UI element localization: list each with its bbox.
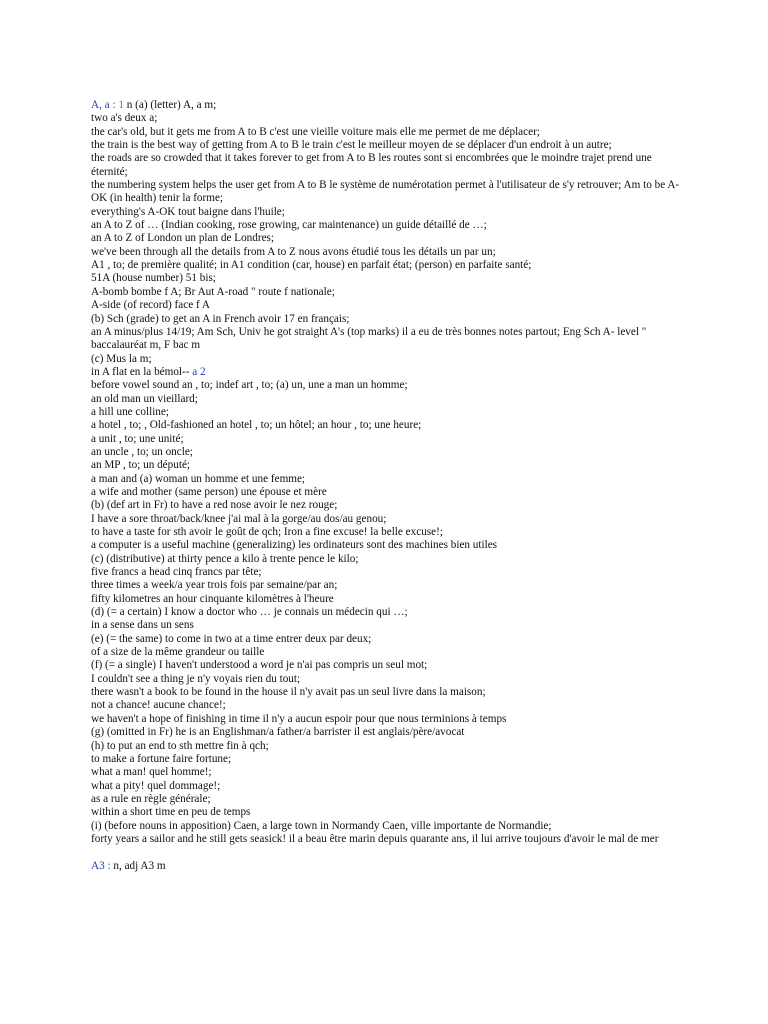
entry-line: an uncle , to; un oncle; (91, 445, 193, 458)
entry-line: a wife and mother (same person) une épouse et mère (91, 485, 327, 498)
entry-line: what a man! quel homme!; (91, 766, 212, 779)
headword-separator: : (109, 99, 119, 111)
entry-line: in a sense dans un sens (91, 619, 194, 632)
sense2-prefix: in A flat en la bémol-- (91, 365, 193, 378)
entry-line: (g) (omitted in Fr) he is an Englishman/a father/a barrister il est anglais/père/avocat (91, 726, 465, 739)
entry-definition: n (a) (letter) A, a m; (123, 99, 217, 111)
entry-line: A1 , to; de première qualité; in A1 condition (car, house) en parfait état; (person) en parfaite santé; (91, 259, 532, 272)
entry-line: an old man un vieillard; (91, 392, 198, 405)
entry-line: to have a taste for sth avoir le goût de qch; Iron a fine excuse! la belle excuse!; (91, 526, 443, 538)
entry-line: two a's deux a; (91, 112, 158, 125)
entry-line: forty years a sailor and he still gets seasick! il a beau être marin depuis quarante ans, il lui arrive toujours d'avoir le mal de mer (91, 832, 659, 845)
entry-line: the roads are so crowded that it takes forever to get from A to B les routes sont si encombrées que le moindre trajet prend une éternité; (91, 152, 652, 178)
entry-line: (c) Mus la m; (91, 352, 152, 365)
entry-line: a computer is a useful machine (generalizing) les ordinateurs sont des machines bien utiles (91, 539, 498, 552)
entry-a2-body (91, 379, 691, 846)
entry-line: (e) (= the same) to come in two at a time entrer deux par deux; (91, 632, 372, 645)
entry-line: the numbering system helps the user get from A to B le système de numérotation permet à l'utilisateur de s'y retrouver; Am to be A-OK (in health) tenir la forme; (91, 179, 680, 205)
entry-line: (b) (def art in Fr) to have a red nose avoir le nez rouge; (91, 499, 338, 512)
entry-line: (c) (distributive) at thirty pence a kilo à trente pence le kilo; (91, 552, 359, 565)
entry-line: the train is the best way of getting from A to B le train c'est le meilleur moyen de se déplacer d'un endroit à un autre; (91, 139, 612, 152)
entry-definition: n, adj A3 m (113, 860, 166, 873)
entry-line: we haven't a hope of finishing in time il n'y a aucun espoir pour que nous terminions à temps (91, 712, 507, 725)
entry-line: 51A (house number) 51 bis; (91, 272, 216, 285)
entry-line: an A minus/plus 14/19; Am Sch, Univ he got straight A's (top marks) il a eu de très bonnes notes partout; Eng Sch A- level " baccalauréat m, F bac m (91, 325, 647, 352)
entry-line: a hotel , to; , Old-fashioned an hotel , to; un hôtel; an hour , to; une heure; (91, 419, 422, 432)
entry-line: (i) (before nouns in apposition) Caen, a large town in Normandy Caen, ville importante de Normandie; (91, 819, 552, 832)
entry-a-body (91, 112, 691, 366)
headword-link[interactable]: A, a (91, 99, 110, 111)
entry-line: everything's A-OK tout baigne dans l'huile; (91, 205, 285, 218)
entry-line: to make a fortune faire fortune; (91, 752, 232, 765)
entry-line: an A to Z of … (Indian cooking, rose growing, car maintenance) un guide détaillé de …; (91, 219, 487, 232)
sense2-line (91, 366, 691, 379)
sense2-link[interactable]: a 2 (192, 365, 206, 378)
entry-line: A-side (of record) face f A (91, 299, 210, 312)
dictionary-page (91, 99, 691, 874)
headword-separator: : (104, 860, 114, 873)
entry-line: (b) Sch (grade) to get an A in French avoir 17 en français; (91, 312, 350, 325)
entry-line: the car's old, but it gets me from A to B c'est une vieille voiture mais elle me permet de me déplacer; (91, 125, 540, 138)
entry-line: A-bomb bombe f A; Br Aut A-road " route f nationale; (91, 285, 335, 298)
entry-line: (h) to put an end to sth mettre fin à qch; (91, 739, 269, 752)
entry-line: a hill une colline; (91, 405, 169, 418)
entry-line: there wasn't a book to be found in the house il n'y avait pas un seul livre dans la maison; (91, 686, 486, 699)
entry-a3-header (91, 860, 691, 873)
entry-line: an MP , to; un député; (91, 459, 191, 472)
entry-line: three times a week/a year trois fois par semaine/par an; (91, 579, 338, 592)
entry-gap (91, 846, 691, 860)
entry-line: fifty kilometres an hour cinquante kilomètres à l'heure (91, 592, 334, 605)
entry-line: five francs a head cinq francs par tête; (91, 566, 262, 579)
entry-line: a unit , to; une unité; (91, 432, 184, 445)
entry-line: an A to Z of London un plan de Londres; (91, 232, 275, 245)
entry-line: (f) (= a single) I haven't understood a word je n'ai pas compris un seul mot; (91, 659, 428, 672)
entry-line: I couldn't see a thing je n'y voyais rien du tout; (91, 672, 301, 685)
entry-line: what a pity! quel dommage!; (91, 779, 221, 792)
entry-line: of a size de la même grandeur ou taille (91, 646, 265, 659)
entry-a-header (91, 99, 691, 112)
entry-line: as a rule en règle générale; (91, 792, 211, 805)
entry-line: (d) (= a certain) I know a doctor who … je connais un médecin qui …; (91, 606, 408, 619)
entry-line: I have a sore throat/back/knee j'ai mal à la gorge/au dos/au genou; (91, 512, 387, 525)
entry-line: within a short time en peu de temps (91, 806, 251, 819)
entry-line: we've been through all the details from A to Z nous avons étudié tous les détails un par un; (91, 245, 496, 258)
entry-line: a man and (a) woman un homme et une femme; (91, 472, 306, 485)
entry-line: not a chance! aucune chance!; (91, 699, 226, 712)
entry-line: before vowel sound an , to; indef art , to; (a) un, une a man un homme; (91, 379, 408, 392)
sense-number: 1 (118, 99, 124, 111)
headword-link-a3[interactable]: A3 (91, 860, 105, 873)
